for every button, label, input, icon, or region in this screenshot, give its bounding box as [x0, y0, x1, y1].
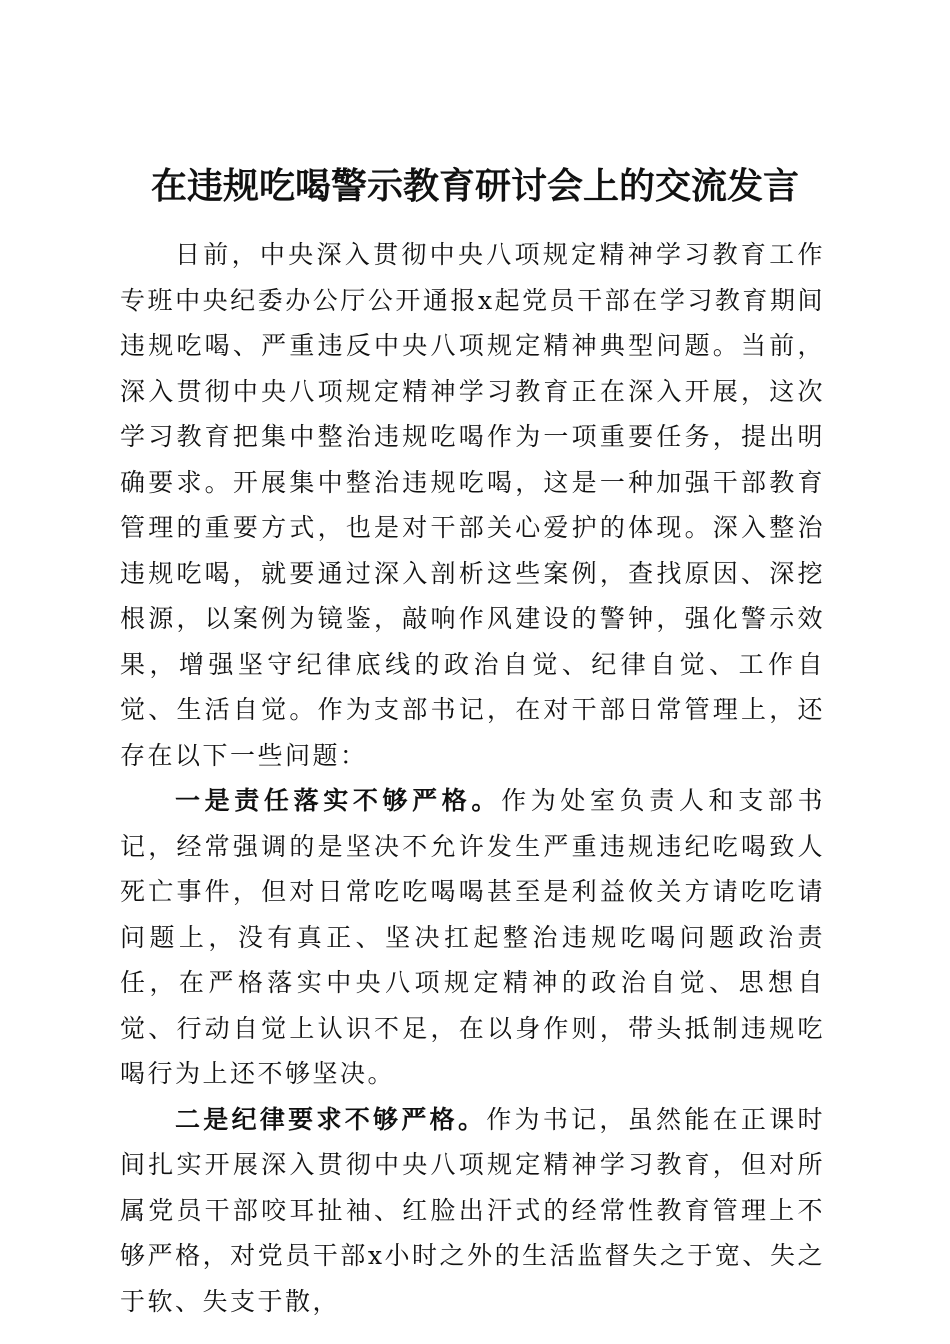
page-title: 在违规吃喝警示教育研讨会上的交流发言 [150, 165, 799, 208]
paragraph-responsibility-heading: 一是责任落实不够严格。 [175, 786, 502, 815]
paragraph-intro-text: 日前，中央深入贯彻中央八项规定精神学习教育工作专班中央纪委办公厅公开通报x起党员干部在学习教育期间违规吃喝、严重违反中央八项规定精神典型问题。当前，深入贯彻中央八项规定精神学习教育正在深入开展，这次学习教育把集中整治违规吃喝作为一项重要任务，提出明确要求。开展集中整治违规吃喝，这是一种加强干部教育管理的重要方式，也是对干部关心爱护的体现。深入整治违规吃喝，就要通过深入剖析这些案例，查找原因、深挖根源，以案例为镜鉴，敲响作风建设的警钟，强化警示效果，增强坚守纪律底线的政治自觉、纪律自觉、工作自觉、生活自觉。作为支部书记，在对干部日常管理上，还存在以下一些问题： [120, 240, 825, 770]
paragraph-discipline-heading: 二是纪律要求不够严格。 [175, 1104, 487, 1134]
paragraph-intro [120, 232, 825, 778]
paragraph-discipline [120, 1097, 825, 1325]
paragraph-responsibility [120, 778, 825, 1097]
paragraph-discipline-text: 作为书记，虽然能在正课时间扎实开展深入贯彻中央八项规定精神学习教育，但对所属党员干部咬耳扯袖、红脸出汗式的经常性教育管理上不够严格，对党员干部x小时之外的生活监督失之于宽、失之于软、失支于散， [120, 1104, 825, 1316]
paragraph-responsibility-text: 作为处室负责人和支部书记，经常强调的是坚决不允许发生严重违规违纪吃喝致人死亡事件，但对日常吃吃喝喝甚至是利益攸关方请吃吃请问题上，没有真正、坚决扛起整治违规吃喝问题政治责任，在严格落实中央八项规定精神的政治自觉、思想自觉、行动自觉上认识不足，在以身作则，带头抵制违规吃喝行为上还不够坚决。 [120, 786, 825, 1088]
document-body [120, 232, 825, 1324]
